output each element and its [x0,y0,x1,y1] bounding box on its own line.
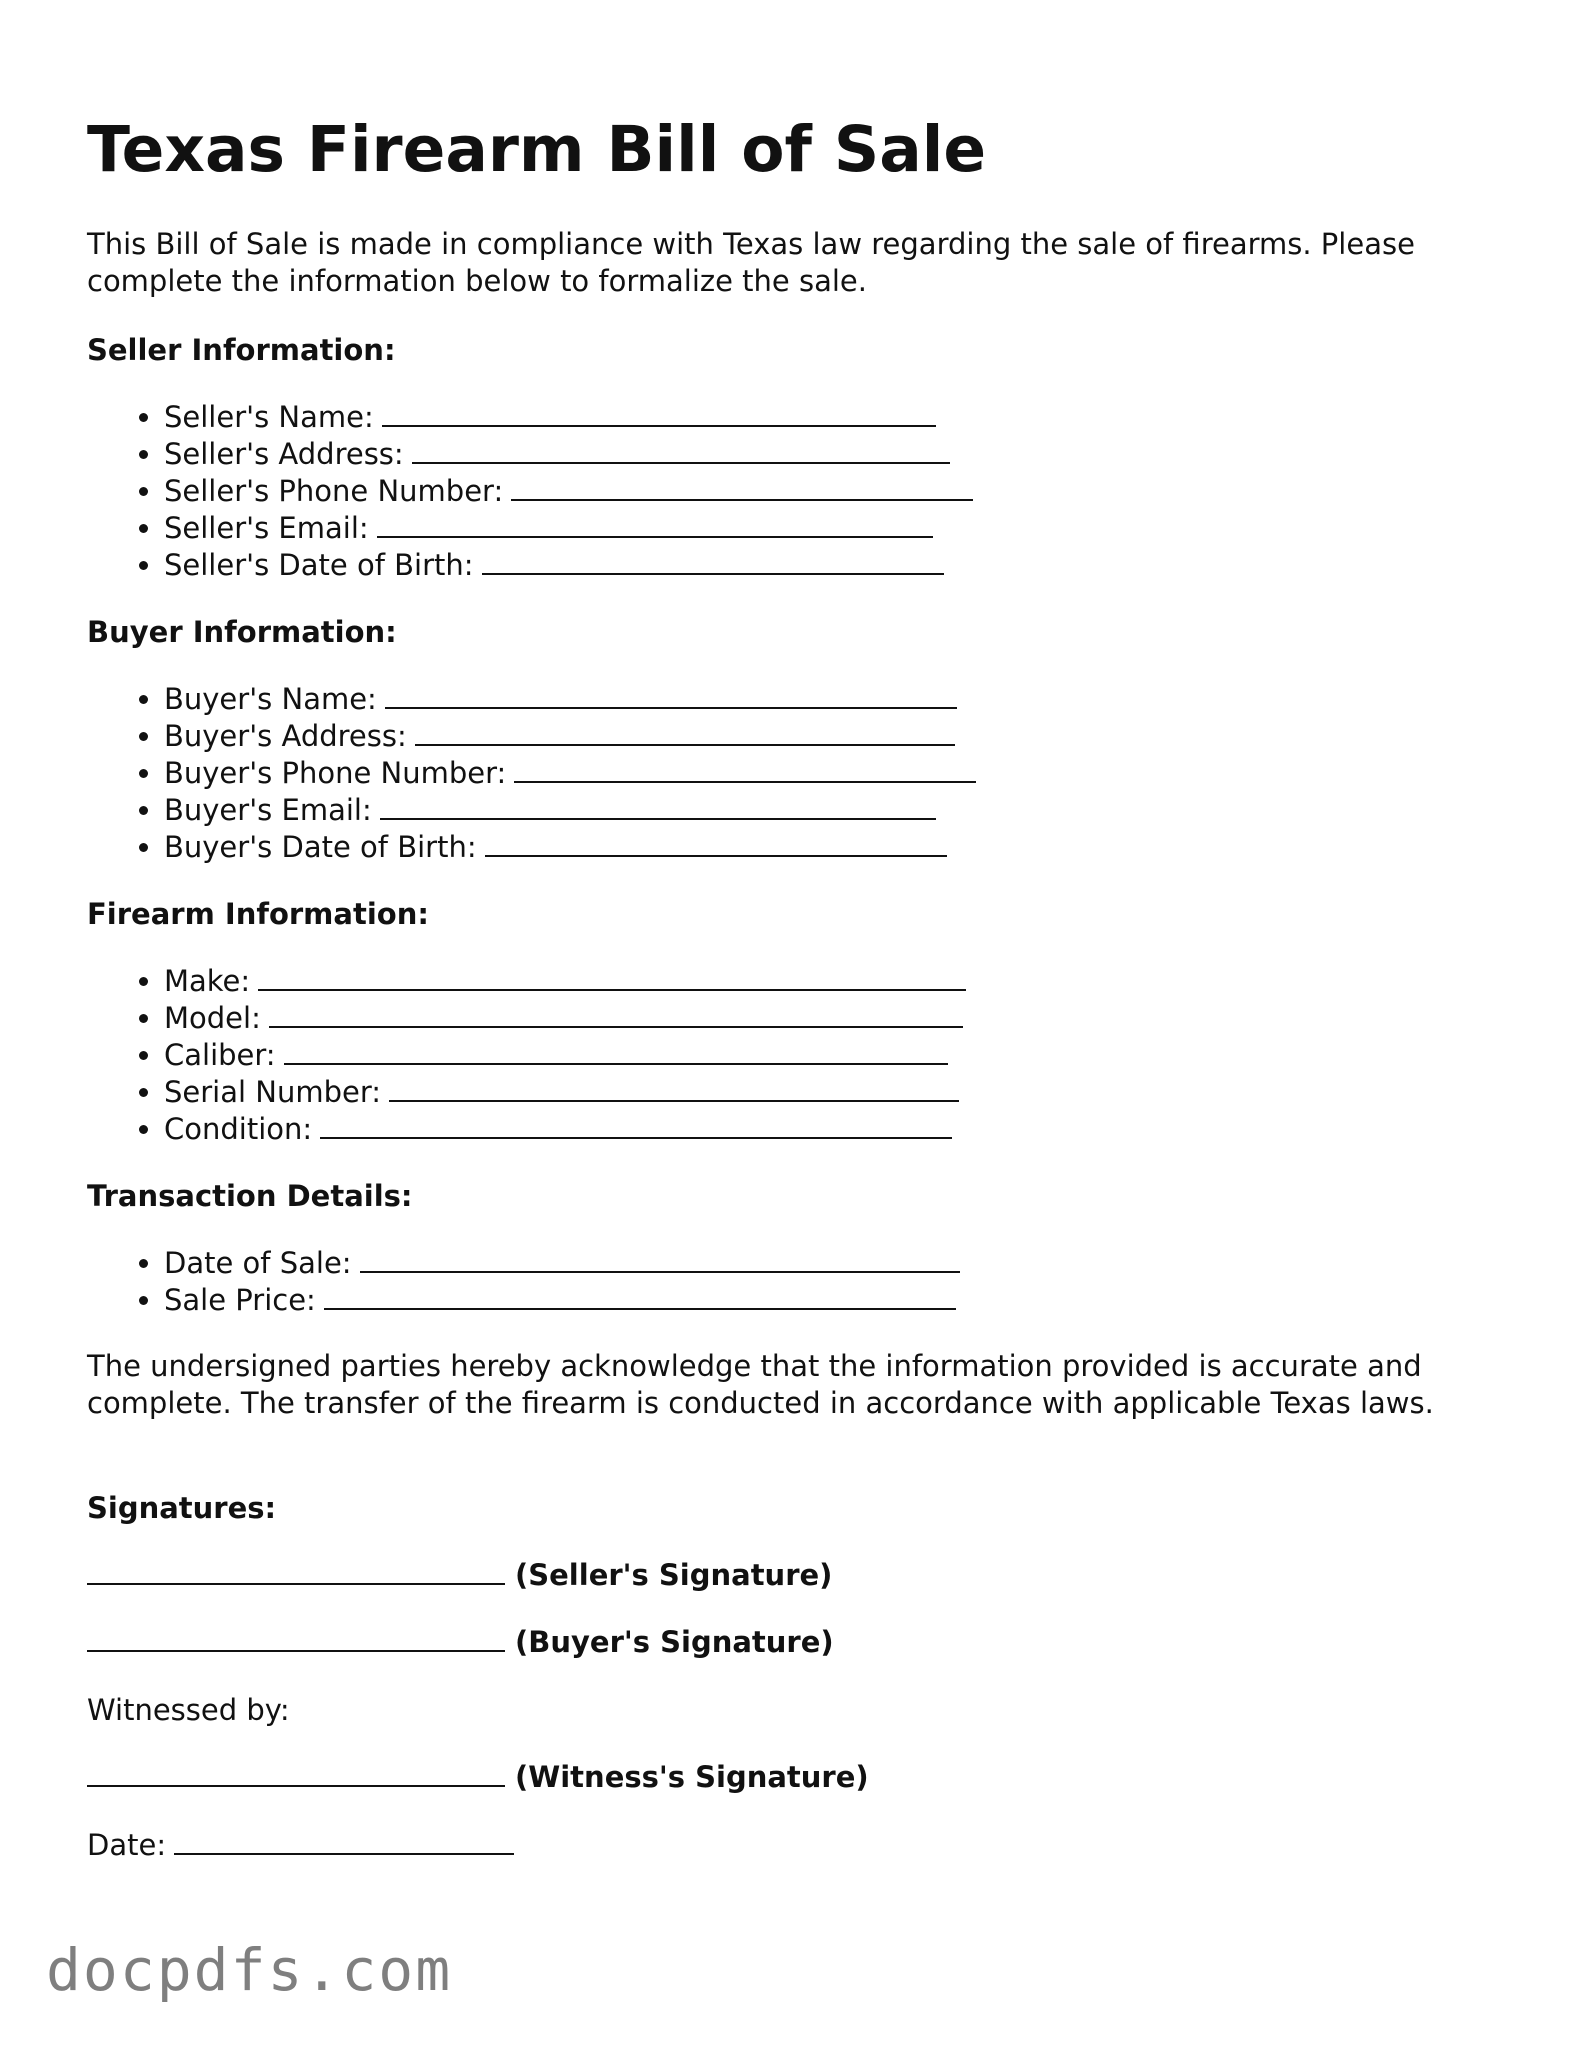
list-item [164,1245,960,1282]
buyer-phone-field[interactable] [514,757,976,783]
transaction-fields-list [87,1245,960,1319]
list-item [164,1282,960,1319]
condition-field[interactable] [320,1113,952,1139]
list-item [164,1000,966,1037]
acknowledgement-paragraph: The undersigned parties hereby acknowledge that the information provided is accurate and complete. The transfer of the firearm is conducted in accordance with applicable Texas laws. [87,1349,1434,1420]
firearm-fields-list [87,963,966,1148]
sale-price-label: Sale Price: [164,1283,316,1317]
list-item [164,1037,966,1074]
serial-number-field[interactable] [389,1076,959,1102]
intro-paragraph: This Bill of Sale is made in compliance with Texas law regarding the sale of firearms. Please complete the information below to formalize the sale. [87,227,1415,298]
list-item [164,1074,966,1111]
buyer-address-label: Buyer's Address: [164,719,407,753]
buyer-signature-field[interactable] [87,1626,505,1652]
seller-fields-list [87,399,973,584]
buyer-signature-row [87,1624,834,1661]
firearm-section-heading: Firearm Information: [87,897,429,931]
seller-signature-label: (Seller's Signature) [515,1558,833,1592]
model-label: Model: [164,1001,261,1035]
seller-name-label: Seller's Name: [164,400,374,434]
watermark-text: docpdfs.com [46,1936,453,2004]
make-field[interactable] [258,965,966,991]
list-item [164,829,976,866]
seller-address-field[interactable] [412,438,950,464]
seller-dob-field[interactable] [482,549,944,575]
seller-section-heading: Seller Information: [87,333,396,367]
date-of-sale-field[interactable] [360,1247,960,1273]
seller-dob-label: Seller's Date of Birth: [164,548,474,582]
list-item [164,436,973,473]
model-field[interactable] [269,1002,963,1028]
list-item [164,1111,966,1148]
seller-name-field[interactable] [382,401,936,427]
signatures-section-heading: Signatures: [87,1491,277,1525]
buyer-section-heading: Buyer Information: [87,615,397,649]
list-item [164,510,973,547]
buyer-email-field[interactable] [380,794,936,820]
witness-signature-label: (Witness's Signature) [515,1760,869,1794]
date-of-sale-label: Date of Sale: [164,1246,352,1280]
buyer-name-field[interactable] [385,683,957,709]
list-item [164,547,973,584]
buyer-email-label: Buyer's Email: [164,793,372,827]
buyer-signature-label: (Buyer's Signature) [515,1625,834,1659]
buyer-address-field[interactable] [415,720,955,746]
witness-signature-row [87,1759,869,1796]
sale-price-field[interactable] [324,1284,956,1310]
list-item [164,792,976,829]
serial-number-label: Serial Number: [164,1075,382,1109]
make-label: Make: [164,964,251,998]
seller-phone-field[interactable] [511,475,973,501]
list-item [164,963,966,1000]
date-label: Date: [87,1828,167,1862]
buyer-dob-label: Buyer's Date of Birth: [164,830,477,864]
document-title: Texas Firearm Bill of Sale [87,113,987,186]
date-row [87,1827,514,1864]
seller-signature-field[interactable] [87,1559,505,1585]
list-item [164,755,976,792]
buyer-fields-list [87,681,976,866]
buyer-phone-label: Buyer's Phone Number: [164,756,507,790]
seller-email-field[interactable] [377,512,933,538]
condition-label: Condition: [164,1112,313,1146]
list-item [164,399,973,436]
seller-signature-row [87,1557,832,1594]
list-item [164,473,973,510]
seller-email-label: Seller's Email: [164,511,369,545]
seller-address-label: Seller's Address: [164,437,404,471]
witness-signature-field[interactable] [87,1761,505,1787]
caliber-field[interactable] [284,1039,948,1065]
transaction-section-heading: Transaction Details: [87,1179,413,1213]
caliber-label: Caliber: [164,1038,276,1072]
list-item [164,718,976,755]
seller-phone-label: Seller's Phone Number: [164,474,504,508]
buyer-dob-field[interactable] [485,831,947,857]
list-item [164,681,976,718]
witnessed-by-text: Witnessed by: [87,1693,290,1727]
buyer-name-label: Buyer's Name: [164,682,377,716]
date-field[interactable] [174,1829,514,1855]
